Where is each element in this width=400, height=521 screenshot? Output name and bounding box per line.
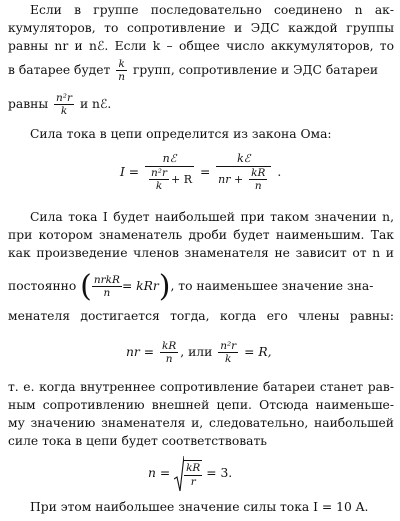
eq-3: = 3. — [206, 466, 233, 480]
text-line: силе тока в цепи будет соответствовать — [8, 434, 267, 448]
text-line: Если в группе последовательно соединено n ак- — [30, 3, 394, 17]
fraction-numerator: nrkR — [93, 273, 120, 286]
radical-sign-icon — [174, 455, 184, 493]
left-paren: ( — [80, 268, 92, 304]
fraction-numerator: nℰ — [145, 153, 194, 167]
fraction-denominator: n — [254, 179, 262, 192]
text-line: Сила тока I будет наибольшей при таком значении n, — [30, 210, 394, 224]
fraction-numerator: n²r — [220, 339, 237, 352]
text-line: как произведение членов знаменателя не зависит от n и — [8, 246, 394, 260]
text-line: менателя достигается тогда, когда его члены равны: — [8, 309, 394, 323]
fraction-numerator: kR — [161, 339, 177, 352]
fraction-kR-over-n — [249, 167, 267, 192]
text-segment: групп, сопротивление и ЭДС батареи — [132, 63, 379, 77]
text-segment: постоянно — [8, 279, 77, 293]
equation-equal-terms — [126, 332, 272, 372]
text-line-with-fraction — [8, 86, 394, 122]
text-segment: и nℰ. — [79, 97, 112, 111]
fraction-denominator: n — [165, 353, 173, 365]
fraction-numerator: kR — [251, 166, 266, 179]
symbol-nr: nr — [126, 345, 140, 359]
text-line: кумуляторов, то сопротивление и ЭДС каждой группы — [8, 21, 394, 35]
text-or: , или — [180, 345, 213, 359]
fraction-kR-over-r — [184, 460, 202, 487]
text-line: му значению знаменателя и, следовательно, наибольшей — [8, 416, 394, 430]
fraction-numerator: k — [116, 58, 127, 71]
fraction-denominator: n — [118, 71, 126, 83]
text-segment: в батарее будет — [8, 63, 111, 77]
document-page — [8, 0, 394, 521]
fraction-numerator: n²r — [56, 91, 73, 104]
fraction-denominator: r — [190, 475, 196, 488]
text-line-with-fraction — [8, 266, 394, 306]
equals-sign: = — [143, 345, 155, 359]
fraction-main-left — [145, 153, 194, 192]
text-line: ным сопротивлению внешней цепи. Отсюда наименьше- — [8, 398, 394, 412]
fraction-k-over-n — [116, 58, 127, 83]
period: . — [277, 165, 282, 179]
text-line: т. е. когда внутреннее сопротивление батареи станет рав- — [8, 380, 394, 394]
text-line: Сила тока в цепи определится из закона Ома: — [30, 127, 332, 141]
fraction-n2r-over-k — [54, 92, 74, 117]
text-line: при котором знаменатель дроби будет наименьшим. Так — [8, 228, 394, 242]
eq-kRr: = kRr — [121, 279, 159, 293]
fraction-numerator: kR — [186, 462, 201, 475]
right-paren: ) — [158, 268, 171, 304]
fraction-nrkR-over-n — [92, 274, 122, 299]
nr-plus: nr + — [218, 172, 244, 186]
fraction-n2r-over-k — [218, 340, 238, 365]
text-segment: , то наименьшее значение зна- — [170, 279, 374, 293]
eq-R: = R, — [244, 345, 272, 359]
symbol-I: I — [120, 165, 125, 179]
fraction-numerator: kℰ — [216, 153, 271, 167]
fraction-denominator: n — [103, 287, 111, 299]
fraction-denominator: k — [225, 353, 232, 365]
text-line: При этом наибольшее значение силы тока I = 10 A. — [30, 500, 369, 514]
equals-sign: = — [199, 165, 211, 179]
sqrt-expression — [174, 453, 202, 495]
fraction-denominator — [216, 167, 271, 192]
equals-sign: = — [128, 165, 140, 179]
plus-R: + R — [171, 172, 193, 186]
equation-sqrt — [148, 452, 232, 494]
n-equals: n = — [148, 466, 171, 480]
fraction-denominator: k — [60, 105, 68, 117]
text-line-with-fraction — [8, 52, 394, 88]
fraction-denominator — [145, 167, 194, 192]
equation-ohms-law — [120, 148, 281, 196]
text-segment: равны — [8, 97, 49, 111]
fraction-numerator: n²r — [151, 166, 168, 179]
fraction-n2r-over-k — [149, 167, 169, 192]
fraction-denominator: k — [155, 179, 163, 192]
fraction-kR-over-n — [160, 340, 178, 365]
text-line: равны nr и nℰ. Если k – общее число аккумуляторов, то — [8, 39, 394, 53]
fraction-main-right — [216, 153, 271, 192]
